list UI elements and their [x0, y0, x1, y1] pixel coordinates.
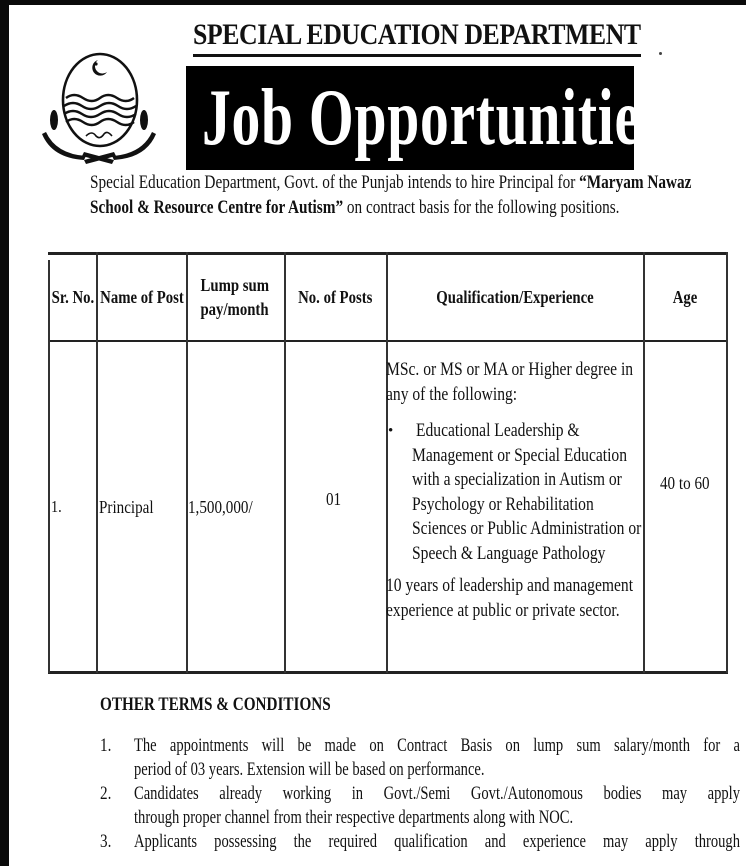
department-title: SPECIAL EDUCATION DEPARTMENT [193, 18, 641, 51]
qualification-intro: any of the following: [386, 383, 518, 405]
header-lump-sum-pay [186, 254, 284, 340]
qualification-field: with a specialization in Autism or [412, 469, 622, 490]
header-label: Age [672, 287, 698, 307]
term-text [134, 830, 746, 854]
header-sr-no [48, 254, 98, 340]
term-line: period of 03 years. Extension will be based on performance. [134, 760, 485, 780]
term-line: through proper channel from their respective departments along with NOC. [134, 808, 574, 828]
posts-count-value: 01 [326, 489, 342, 509]
pay-value: 1,500,000/ [188, 497, 253, 517]
term-item [100, 830, 746, 854]
cell-name-of-post [99, 496, 164, 518]
term-number: 1. [100, 736, 112, 756]
government-of-punjab-emblem-icon [40, 48, 158, 166]
experience-requirement [386, 574, 686, 623]
term-number: 3. [100, 832, 112, 852]
intro-text: Special Education Department, Govt. of the Punjab intends to hire Principal for [90, 173, 580, 193]
age-range-value: 40 to 60 [660, 473, 710, 493]
term-line: Applicants possessing the required qualification and experience may apply through [134, 832, 740, 852]
banner-title: Job Opportunities [202, 74, 664, 162]
qualification-field: Speech & Language Pathology [412, 542, 606, 564]
term-text [134, 734, 746, 782]
cell-pay [188, 496, 265, 518]
header-age [644, 254, 726, 340]
term-item [100, 734, 746, 782]
post-name-value: Principal [99, 497, 154, 517]
header-label: Sr. No. [51, 287, 95, 307]
header-qualification [387, 254, 643, 340]
page-frame-top-border [0, 0, 746, 5]
qualification-bullet-item [386, 419, 686, 566]
school-name-part-2: School & Resource Centre for Autism” [90, 198, 344, 218]
intro-paragraph [90, 171, 742, 221]
cell-sr-no [51, 496, 64, 518]
term-line: The appointments will be made on Contract Basis on lump sum salary/month for a [134, 736, 740, 756]
header-label: Lump sum [200, 275, 270, 295]
cell-no-of-posts [326, 488, 344, 510]
header-no-of-posts [285, 254, 386, 340]
header-label: Name of Post [100, 287, 184, 307]
department-title-underline [193, 54, 641, 57]
positions-table [48, 252, 728, 674]
table-header-divider [48, 340, 728, 342]
bullet-icon: • [388, 423, 394, 439]
terms-list [100, 734, 746, 854]
table-right-border [726, 252, 728, 673]
school-name-part-1: “Maryam Nawaz [579, 173, 692, 193]
qualification-field: Psychology or Rehabilitation [412, 493, 594, 515]
term-line: Candidates already working in Govt./Semi Govt./Autonomous bodies may apply [134, 784, 740, 804]
experience-text: 10 years of leadership and management [386, 575, 634, 596]
term-number: 2. [100, 784, 112, 804]
qualification-field: Sciences or Public Administration or [412, 518, 642, 539]
page-frame-left-border [0, 0, 9, 866]
intro-text-continued: on contract basis for the following positions. [343, 198, 620, 218]
header-name-of-post [97, 254, 187, 340]
table-bottom-border [48, 671, 728, 674]
scan-speck [659, 52, 662, 55]
qualification-field: Management or Special Education [412, 444, 628, 466]
qualification-field: Educational Leadership & [416, 420, 580, 441]
term-text [134, 782, 746, 830]
cell-age [660, 472, 719, 494]
experience-text: experience at public or private sector. [386, 599, 620, 621]
sr-no-value: 1. [51, 497, 62, 516]
intro-line-2 [90, 196, 742, 221]
term-item [100, 782, 746, 830]
terms-heading: OTHER TERMS & CONDITIONS [100, 694, 331, 715]
cell-qualification [386, 358, 686, 623]
qualification-intro: MSc. or MS or MA or Higher degree in [386, 359, 634, 380]
header-label: Qualification/Experience [436, 287, 594, 307]
job-opportunities-banner [186, 66, 664, 170]
header-label: No. of Posts [298, 287, 373, 307]
header-label: pay/month [200, 299, 270, 319]
intro-line-1 [90, 171, 742, 196]
